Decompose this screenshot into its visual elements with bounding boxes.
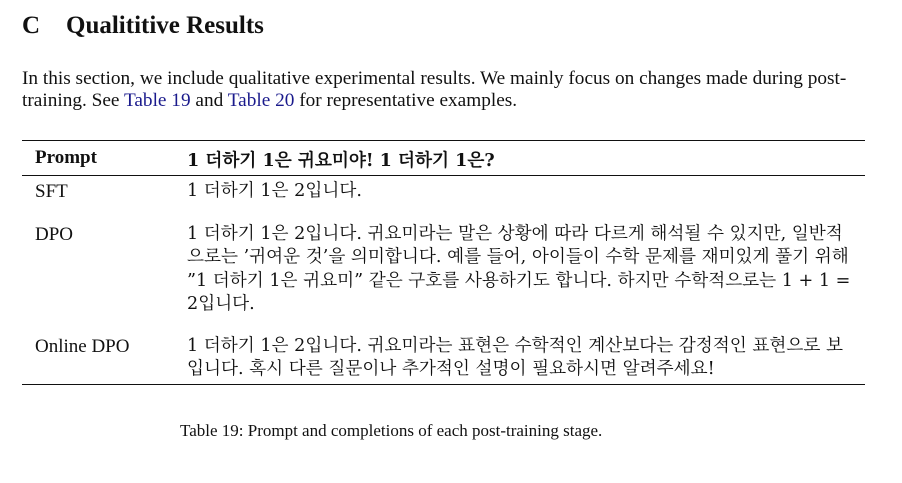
table-20-link[interactable]: Table 20 bbox=[227, 90, 295, 111]
table-row-sft bbox=[22, 176, 865, 223]
section-heading bbox=[22, 12, 264, 40]
header-prompt-text: 1 더하기 1은 귀요미야! 1 더하기 1은? bbox=[187, 150, 495, 171]
table-header-row bbox=[22, 141, 865, 176]
table-row-dpo bbox=[22, 223, 865, 335]
completions-table bbox=[22, 140, 865, 385]
row-label-dpo: DPO bbox=[35, 223, 74, 245]
intro-text-before: In this section, we include qualitative experimental results. We mainly focus on changes made during post-training. See bbox=[22, 68, 847, 111]
row-label-sft: SFT bbox=[35, 181, 68, 202]
row-text-dpo: 1 더하기 1은 2입니다. 귀요미라는 말은 상황에 따라 다르게 해석될 수 있지만, 일반적으로는 ’귀여운 것’을 의미합니다. 예를 들어, 아이들이 수학 문제를 재미있게 풀기 위해 ”1 더하기 1은 귀요미” 같은 구호를 사용하기도 합니다. 하지만 수학적으로는 1 + 1 = 2입니다. bbox=[187, 223, 851, 314]
table-row-online-dpo bbox=[22, 335, 865, 385]
row-label-online-dpo: Online DPO bbox=[35, 335, 130, 357]
table-caption: Table 19: Prompt and completions of each post-training stage. bbox=[180, 421, 603, 440]
header-prompt-label: Prompt bbox=[35, 147, 97, 168]
table-19-link[interactable]: Table 19 bbox=[123, 90, 191, 111]
intro-text-after: for representative examples. bbox=[294, 90, 518, 111]
row-text-online-dpo: 1 더하기 1은 2입니다. 귀요미라는 표현은 수학적인 계산보다는 감정적인 표현으로 보입니다. 혹시 다른 질문이나 추가적인 설명이 필요하시면 알려주세요! bbox=[187, 335, 843, 379]
section-title: Qualititive Results bbox=[66, 12, 264, 39]
intro-text-middle: and bbox=[190, 90, 228, 111]
row-text-sft: 1 더하기 1은 2입니다. bbox=[187, 181, 362, 201]
intro-paragraph bbox=[22, 68, 882, 112]
section-number: C bbox=[22, 12, 41, 39]
